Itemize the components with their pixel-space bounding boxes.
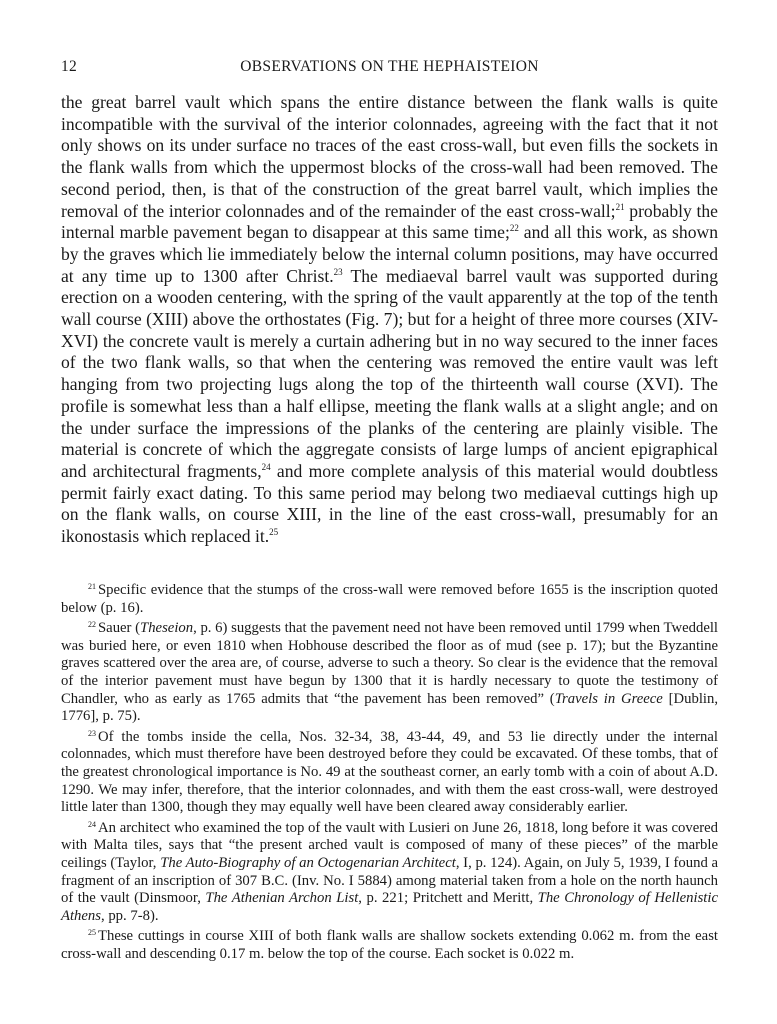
- footnote-24: [61, 820, 718, 926]
- footnote-ref: 22: [509, 223, 519, 234]
- cited-work-title: The Auto-Biography of an Octogenarian Architect: [160, 854, 456, 871]
- cited-work-title: Travels in Greece: [554, 690, 663, 707]
- footnote-text: [Dublin, 1776], p. 75).: [61, 690, 718, 725]
- footnote-text: , pp. 7-8).: [100, 907, 159, 924]
- footnote-number: 22: [88, 620, 96, 630]
- body-sentence: the great barrel vault which spans the entire distance between the flank walls is quite incompatible with the survival of the interior colonnades, agreeing with the fact that it not only shows on its under surface no traces of the east cross-wall, but even fills the sockets in the flank walls from which the uppermost blocks of the cross-wall had been removed. The second period, then, is that of the construction of the great barrel vault, which implies the removal of the interior colonnades and of the remainder of the east cross-wall;: [61, 92, 718, 221]
- footnote-text: These cuttings in course XIII of both flank walls are shallow sockets extending 0.062 m. from the east cross-wall and descending 0.17 m. below the top of the course. Each socket is 0.022 m.: [61, 928, 718, 962]
- footnote-text: , p. 221; Pritchett and Meritt,: [358, 890, 538, 907]
- page-number: 12: [61, 58, 78, 75]
- running-title: OBSERVATIONS ON THE HEPHAISTEION: [240, 58, 539, 75]
- footnote-text: An architect who examined the top of the vault with Lusieri on June 26, 1818, long before it was covered with Malta tiles, says that “the present arched vault is composed of many of these pieces” of the marble ceilings (Taylor,: [61, 819, 718, 871]
- footnote-number: 23: [88, 728, 96, 738]
- running-header: [61, 58, 718, 80]
- footnote-text: Sauer (: [98, 620, 141, 637]
- footnote-text: Of the tombs inside the cella, Nos. 32-34, 38, 43-44, 49, and 53 lie directly under the internal colonnades, which must therefore have been destroyed before they could be excavated. Of these tombs, that of the greatest chronological importance is No. 49 at the southeast corner, an early tomb with a coin of about A.D. 1290. We may infer, therefore, that the interior colonnades, and with them the east cross-wall, were destroyed little later than 1300, though they may equally well have been cleared away considerably earlier.: [61, 728, 718, 816]
- cited-work-title: Theseion: [140, 620, 194, 637]
- footnote-ref: 21: [615, 201, 625, 212]
- body-sentence: and all this work, as shown by the graves which lie immediately below the internal column positions, may have occurred at any time up to 1300 after Christ.: [61, 222, 718, 286]
- footnote-text: , p. 6) suggests that the pavement need not have been removed until 1799 when Tweddell was buried here, or even 1810 when Hobhouse described the floor as of mud (see p. 17); but the Byzantine graves scattered over the area are, of course, adverse to such a theory. So clear is the evidence that the removal of the interior pavement must have begun by 1300 that it is hardly necessary to quote the testimony of Chandler, who as early as 1765 admits that “the pavement has been removed” (: [61, 620, 718, 707]
- body-sentence: and more complete analysis of this material would doubtless permit fairly exact dating. To this same period may belong two mediaeval cuttings high up on the flank walls, on course XIII, in the line of the east cross-wall, presumably for an ikonostasis which replaced it.: [61, 460, 719, 547]
- footnote-22: [61, 620, 718, 726]
- footnote-23: [61, 729, 718, 817]
- footnote-number: 24: [88, 819, 96, 829]
- cited-work-title: The Athenian Archon List: [205, 890, 359, 907]
- footnote-number: 25: [88, 928, 96, 938]
- footnote-25: [61, 928, 718, 963]
- footnote-text: Specific evidence that the stumps of the cross-wall were removed before 1655 is the inscription quoted below (p. 16).: [61, 582, 718, 616]
- main-paragraph: [61, 92, 718, 548]
- footnotes: [61, 582, 718, 966]
- body-sentence: probably the internal marble pavement began to disappear at this same time;: [61, 200, 718, 243]
- footnote-ref: 25: [269, 527, 279, 538]
- footnote-ref: 24: [261, 461, 271, 472]
- footnote-text: , I, p. 124). Again, on July 5, 1939, I found a fragment of an inscription of 307 B.C. (Inv. No. I 5884) among material taken from a hole on the north haunch of the vault (Dinsmoor,: [61, 854, 719, 907]
- cited-work-title: The Chronology of Hellenistic Athens: [61, 890, 718, 924]
- footnote-ref: 23: [333, 266, 343, 277]
- body-sentence: The mediaeval barrel vault was supported during erection on a wooden centering, with the spring of the vault apparently at the top of the tenth wall course (XIII) above the orthostates (Fig. 7); but for a height of three more courses (XIV-XVI) the concrete vault is merely a curtain adhering but in no way secured to the inner faces of the two flank walls, so that when the centering was removed the entire vault was left hanging from two projecting lugs along the top of the thirteenth wall course (XVI). The profile is somewhat less than a half ellipse, meeting the flank walls at a slight angle; and on the under surface the impressions of the planks of the centering are plainly visible. The material is concrete of which the aggregate consists of large lumps of ancient epigraphical and architectural fragments,: [61, 265, 719, 481]
- footnote-21: [61, 582, 718, 617]
- footnote-number: 21: [88, 582, 96, 591]
